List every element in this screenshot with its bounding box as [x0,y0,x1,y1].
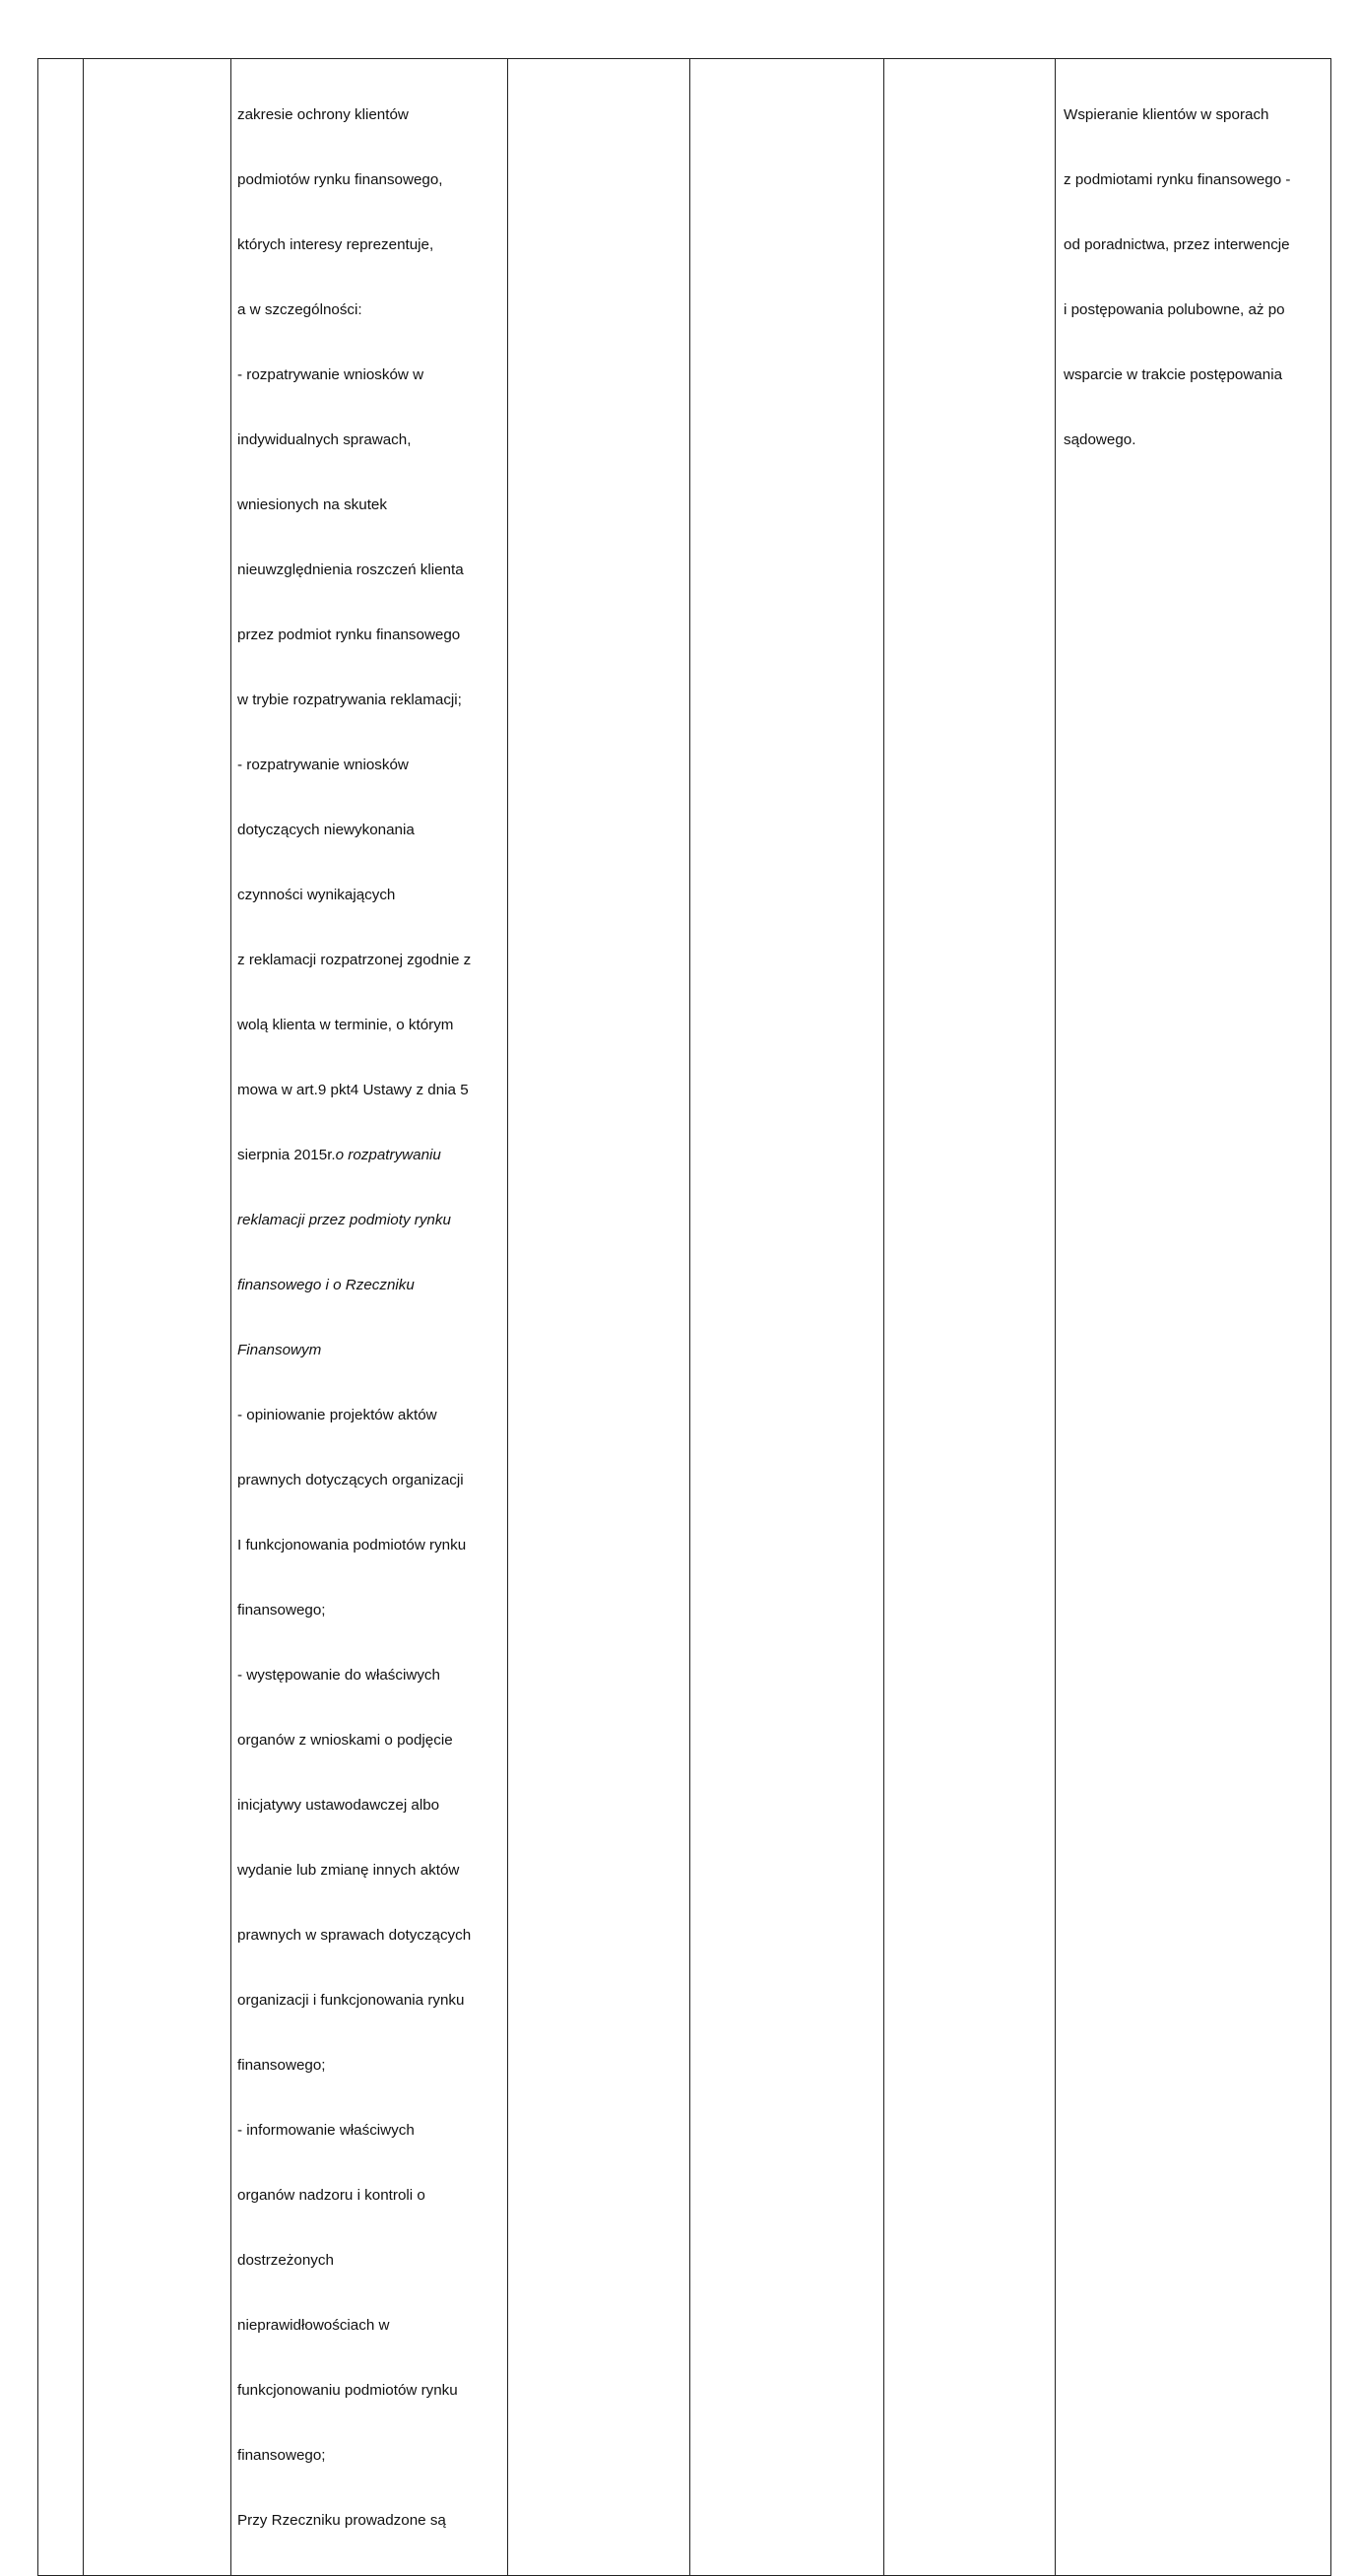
table-cell-empty-4 [508,59,690,2576]
text-line: wolą klienta w terminie, o którym [237,1017,454,1033]
text-line: prawnych w sprawach dotyczących [237,1927,472,1944]
text-line: dotyczących niewykonania [237,822,415,838]
act-title-line: finansowego i o Rzeczniku [237,1277,415,1293]
act-title-line: Finansowym [237,1342,322,1358]
text-line: w trybie rozpatrywania reklamacji; [237,692,462,708]
table-row [38,59,1331,2576]
text-line: I funkcjonowania podmiotów rynku [237,1537,467,1553]
text-line: nieprawidłowościach w [237,2317,390,2334]
text-line: indywidualnych sprawach, [237,431,412,448]
text-line: - opiniowanie projektów aktów [237,1407,437,1423]
text-line: - informowanie właściwych [237,2122,415,2139]
table-cell-empty-6 [884,59,1056,2576]
text-line: finansowego; [237,2447,326,2464]
text-line: od poradnictwa, przez interwencje [1064,236,1290,253]
text-line: przez podmiot rynku finansowego [237,627,461,643]
text-line: funkcjonowaniu podmiotów rynku [237,2382,458,2399]
text-line-mixed [237,1145,507,1166]
text-line: inicjatywy ustawodawczej albo [237,1797,440,1814]
text-line: - występowanie do właściwych [237,1667,440,1684]
text-line: organizacji i funkcjonowania rynku [237,1992,465,2009]
text-line: - rozpatrywanie wniosków w [237,366,424,383]
text-line: prawnych dotyczących organizacji [237,1472,464,1488]
text-line: czynności wynikających [237,887,396,903]
table-cell-support [1056,59,1331,2576]
text-line: których interesy reprezentuje, [237,236,434,253]
text-line: finansowego; [237,2057,326,2074]
text-line: Wspieranie klientów w sporach [1064,106,1269,123]
date-text: sierpnia 2015r. [237,1147,336,1163]
text-line: wydanie lub zmianę innych aktów [237,1862,460,1879]
text-line: a w szczególności: [237,301,362,318]
act-title-line: reklamacji przez podmioty rynku [237,1212,451,1228]
text-line: wsparcie w trakcie postępowania [1064,366,1283,383]
text-line: zakresie ochrony klientów [237,106,409,123]
text-line: i postępowania polubowne, aż po [1064,301,1285,318]
text-line: z podmiotami rynku finansowego - [1064,171,1291,188]
text-line: organów nadzoru i kontroli o [237,2187,425,2204]
act-title-start: o rozpatrywaniu [335,1147,441,1163]
table-cell-empty-5 [690,59,884,2576]
text-line: organów z wnioskami o podjęcie [237,1732,453,1749]
text-line: - rozpatrywanie wniosków [237,757,409,773]
table-cell-empty-1 [38,59,84,2576]
text-line: nieuwzględnienia roszczeń klienta [237,561,464,578]
text-line: sądowego. [1064,431,1136,448]
support-text [1056,59,1330,495]
text-line: z reklamacji rozpatrzonej zgodnie z [237,952,472,968]
text-line: wniesionych na skutek [237,496,387,513]
text-line: Przy Rzeczniku prowadzone są [237,2512,446,2529]
text-line: mowa w art.9 pkt4 Ustawy z dnia 5 [237,1082,469,1098]
text-line: finansowego; [237,1602,326,1618]
text-line: podmiotów rynku finansowego, [237,171,443,188]
text-line: dostrzeżonych [237,2252,334,2269]
table-cell-empty-2 [84,59,231,2576]
document-table [37,58,1331,2576]
table-cell-activities [231,59,508,2576]
activities-text [231,59,507,2575]
